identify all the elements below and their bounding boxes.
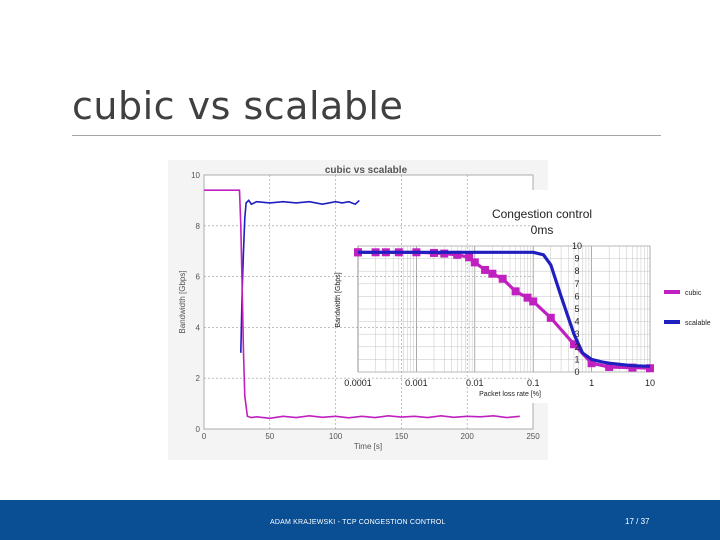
legend-label-scalable: scalable [685,320,711,327]
chart1-ytick-label: 4 [195,323,200,333]
chart1-title: cubic vs scalable [324,165,408,176]
chart1-ytick-label: 10 [191,171,200,180]
chart2-point-cubic [481,266,489,274]
chart1-ytick-label: 6 [195,272,200,282]
chart1-xtick-label: 50 [265,432,275,441]
chart2-ytick-label: 2 [574,341,580,352]
chart2-point-cubic [471,258,479,266]
chart1-ylabel: Bandwidth [Gbps] [178,270,187,334]
slide-title: cubic vs scalable [72,84,404,128]
chart1-xtick-label: 100 [328,432,343,441]
chart2-ytick-label: 10 [571,241,583,251]
chart2-point-cubic [547,314,555,322]
chart1-ytick-label: 8 [195,221,200,231]
chart2-point-cubic [529,297,537,305]
chart1-ytick-label: 2 [195,374,200,384]
chart2-xtick-label: 0.1 [526,378,540,388]
chart2-ytick-label: 3 [574,329,580,340]
chart2-point-cubic [488,270,496,278]
chart1-xtick-label: 0 [201,432,207,441]
chart2-title: Congestion control [491,207,593,221]
chart2-xtick-label: 1 [589,378,595,388]
chart2-ytick-label: 8 [574,266,580,277]
page-number: 17 / 37 [625,517,650,526]
chart2-ytick-label: 4 [574,316,580,327]
chart2-ytick-label: 1 [574,354,580,365]
footer-author: ADAM KRAJEWSKI - TCP CONGESTION CONTROL [270,519,446,526]
chart2-ytick-label: 9 [574,253,580,264]
chart2-xtick-label: 10 [644,378,656,388]
chart1-xtick-label: 250 [526,432,540,441]
chart2-ytick-label: 5 [574,304,580,314]
chart2-point-cubic [512,287,520,295]
chart1-xlabel: Time [s] [353,442,383,451]
legend-label-cubic: cubic [685,290,702,297]
chart2-ytick-label: 7 [574,278,580,289]
chart2-xtick-label: 0.01 [466,378,484,388]
chart1-xtick-label: 150 [394,432,409,441]
chart2-xtick-label: 0.001 [405,378,428,388]
chart2-xlabel: Packet loss rate [%] [479,391,541,398]
chart2-ylabel: Bandwidth [Gbps] [335,272,342,328]
chart2-xtick-label: 0.0001 [344,378,372,388]
chart2-point-cubic [499,275,507,283]
chart2-subtitle: 0ms [530,223,554,237]
chart1-ytick-label: 0 [195,425,200,434]
chart2-ytick-label: 6 [574,291,580,302]
chart2-ytick-label: 0 [574,367,580,377]
chart1-xtick-label: 200 [460,432,474,441]
